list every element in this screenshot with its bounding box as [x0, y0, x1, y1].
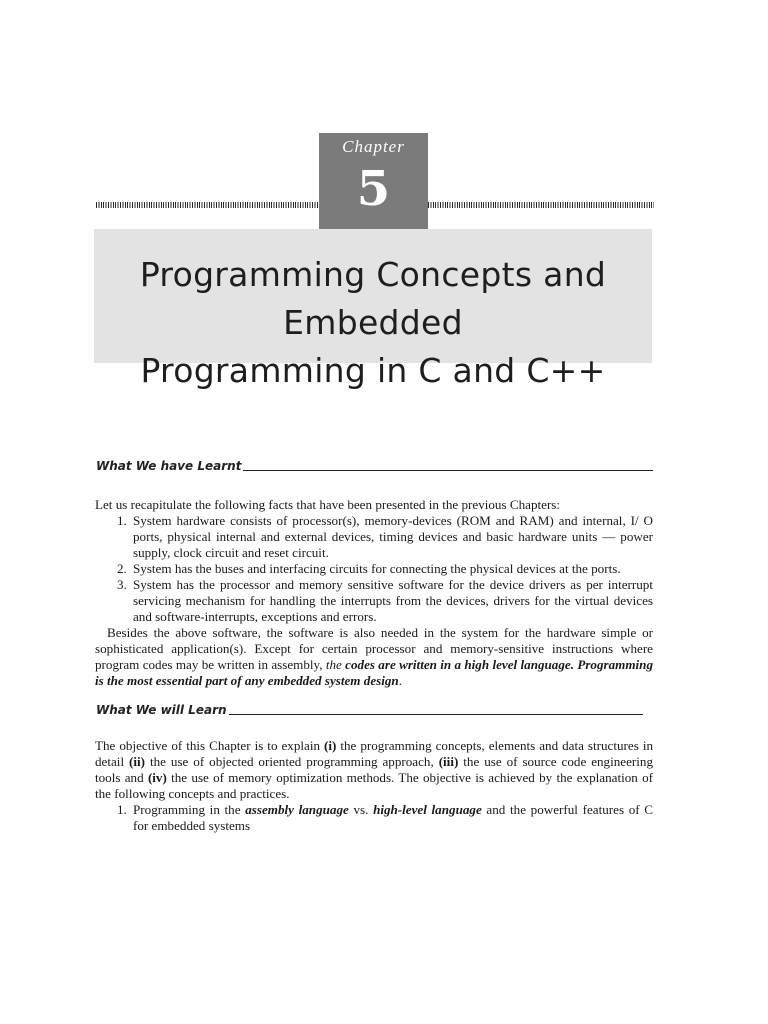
list-item-text: and the powerful features of C for embedded systems — [133, 802, 654, 833]
list-item — [95, 513, 653, 561]
enum-marker: (iv) — [147, 770, 167, 785]
chapter-label: Chapter — [342, 137, 405, 156]
chapter-badge — [319, 133, 428, 229]
emphasis-text: high-level language — [373, 802, 482, 817]
chapter-title-band — [94, 229, 652, 390]
list-item — [95, 802, 653, 834]
list-item-number: 1. — [117, 802, 127, 817]
learnt-section-body — [95, 497, 653, 689]
paragraph-text: the use of memory optimization methods. The objective is achieved by the explanation of the following concepts and practices. — [95, 770, 653, 801]
list-item-number: 1. — [117, 513, 127, 528]
list-item — [95, 561, 653, 577]
learnt-closing-paragraph — [95, 625, 653, 689]
list-item-number: 2. — [117, 561, 127, 576]
list-item — [95, 577, 653, 625]
key-statement: codes are written in a high level language. Programming is the most essential part of any embedded system design — [95, 657, 653, 688]
emphasis-text: assembly language — [245, 802, 349, 817]
list-item-text: vs. — [348, 802, 374, 817]
learn-section-body — [95, 738, 653, 834]
enum-marker: (ii) — [129, 754, 146, 769]
list-item-number: 3. — [117, 577, 127, 592]
paragraph-text: The objective of this Chapter is to explain — [95, 738, 325, 753]
decorative-rule-right — [428, 202, 654, 208]
chapter-number: 5 — [356, 161, 391, 217]
list-item-text: System has the processor and memory sensitive software for the device drivers as per interrupt servicing mechanism for handling the interrupts from the devices, drivers for the virtual devices and software-interrupts, exceptions and errors. — [133, 577, 653, 624]
paragraph-text: Besides the above software, the software is also needed in the system for the hardware simple or sophisticated application(s). Except for certain processor and memory-sensitive instructions where program codes may be written in assembly, — [95, 625, 653, 672]
chapter-title-line-1: Programming Concepts and Embedded — [139, 255, 607, 342]
heading-underline — [229, 714, 643, 715]
list-item-text: Programming in the — [133, 802, 246, 817]
paragraph-text: the use of objected oriented programming approach, — [145, 754, 439, 769]
paragraph-text: . — [398, 673, 402, 688]
learn-objective-paragraph — [95, 738, 653, 802]
enum-marker: (iii) — [438, 754, 459, 769]
chapter-title — [94, 251, 652, 395]
paragraph-text: the programming concepts, elements and data structures in detail — [95, 738, 653, 769]
section-heading-learnt-text: What We have Learnt — [96, 459, 242, 473]
heading-underline — [243, 470, 653, 471]
enum-marker: (i) — [324, 738, 337, 753]
section-heading-learn — [96, 703, 643, 717]
decorative-rule-left — [96, 202, 319, 208]
section-heading-learn-text: What We will Learn — [96, 703, 227, 717]
chapter-title-line-2: Programming in C and C++ — [140, 351, 606, 390]
learn-list — [95, 802, 653, 834]
section-heading-learnt — [96, 459, 653, 473]
learnt-intro: Let us recapitulate the following facts that have been presented in the previous Chapters: — [95, 497, 561, 512]
paragraph-text: the use of source code engineering tools and — [95, 754, 654, 785]
emphasis-text: the — [325, 657, 342, 672]
list-item-text: System has the buses and interfacing circuits for connecting the physical devices at the ports. — [133, 561, 621, 576]
learnt-list — [95, 513, 653, 625]
list-item-text: System hardware consists of processor(s), memory-devices (ROM and RAM) and internal, I/ O ports, physical internal and external devices, timing devices and basic hardware units — power supply, clock circuit and reset circuit. — [133, 513, 653, 560]
